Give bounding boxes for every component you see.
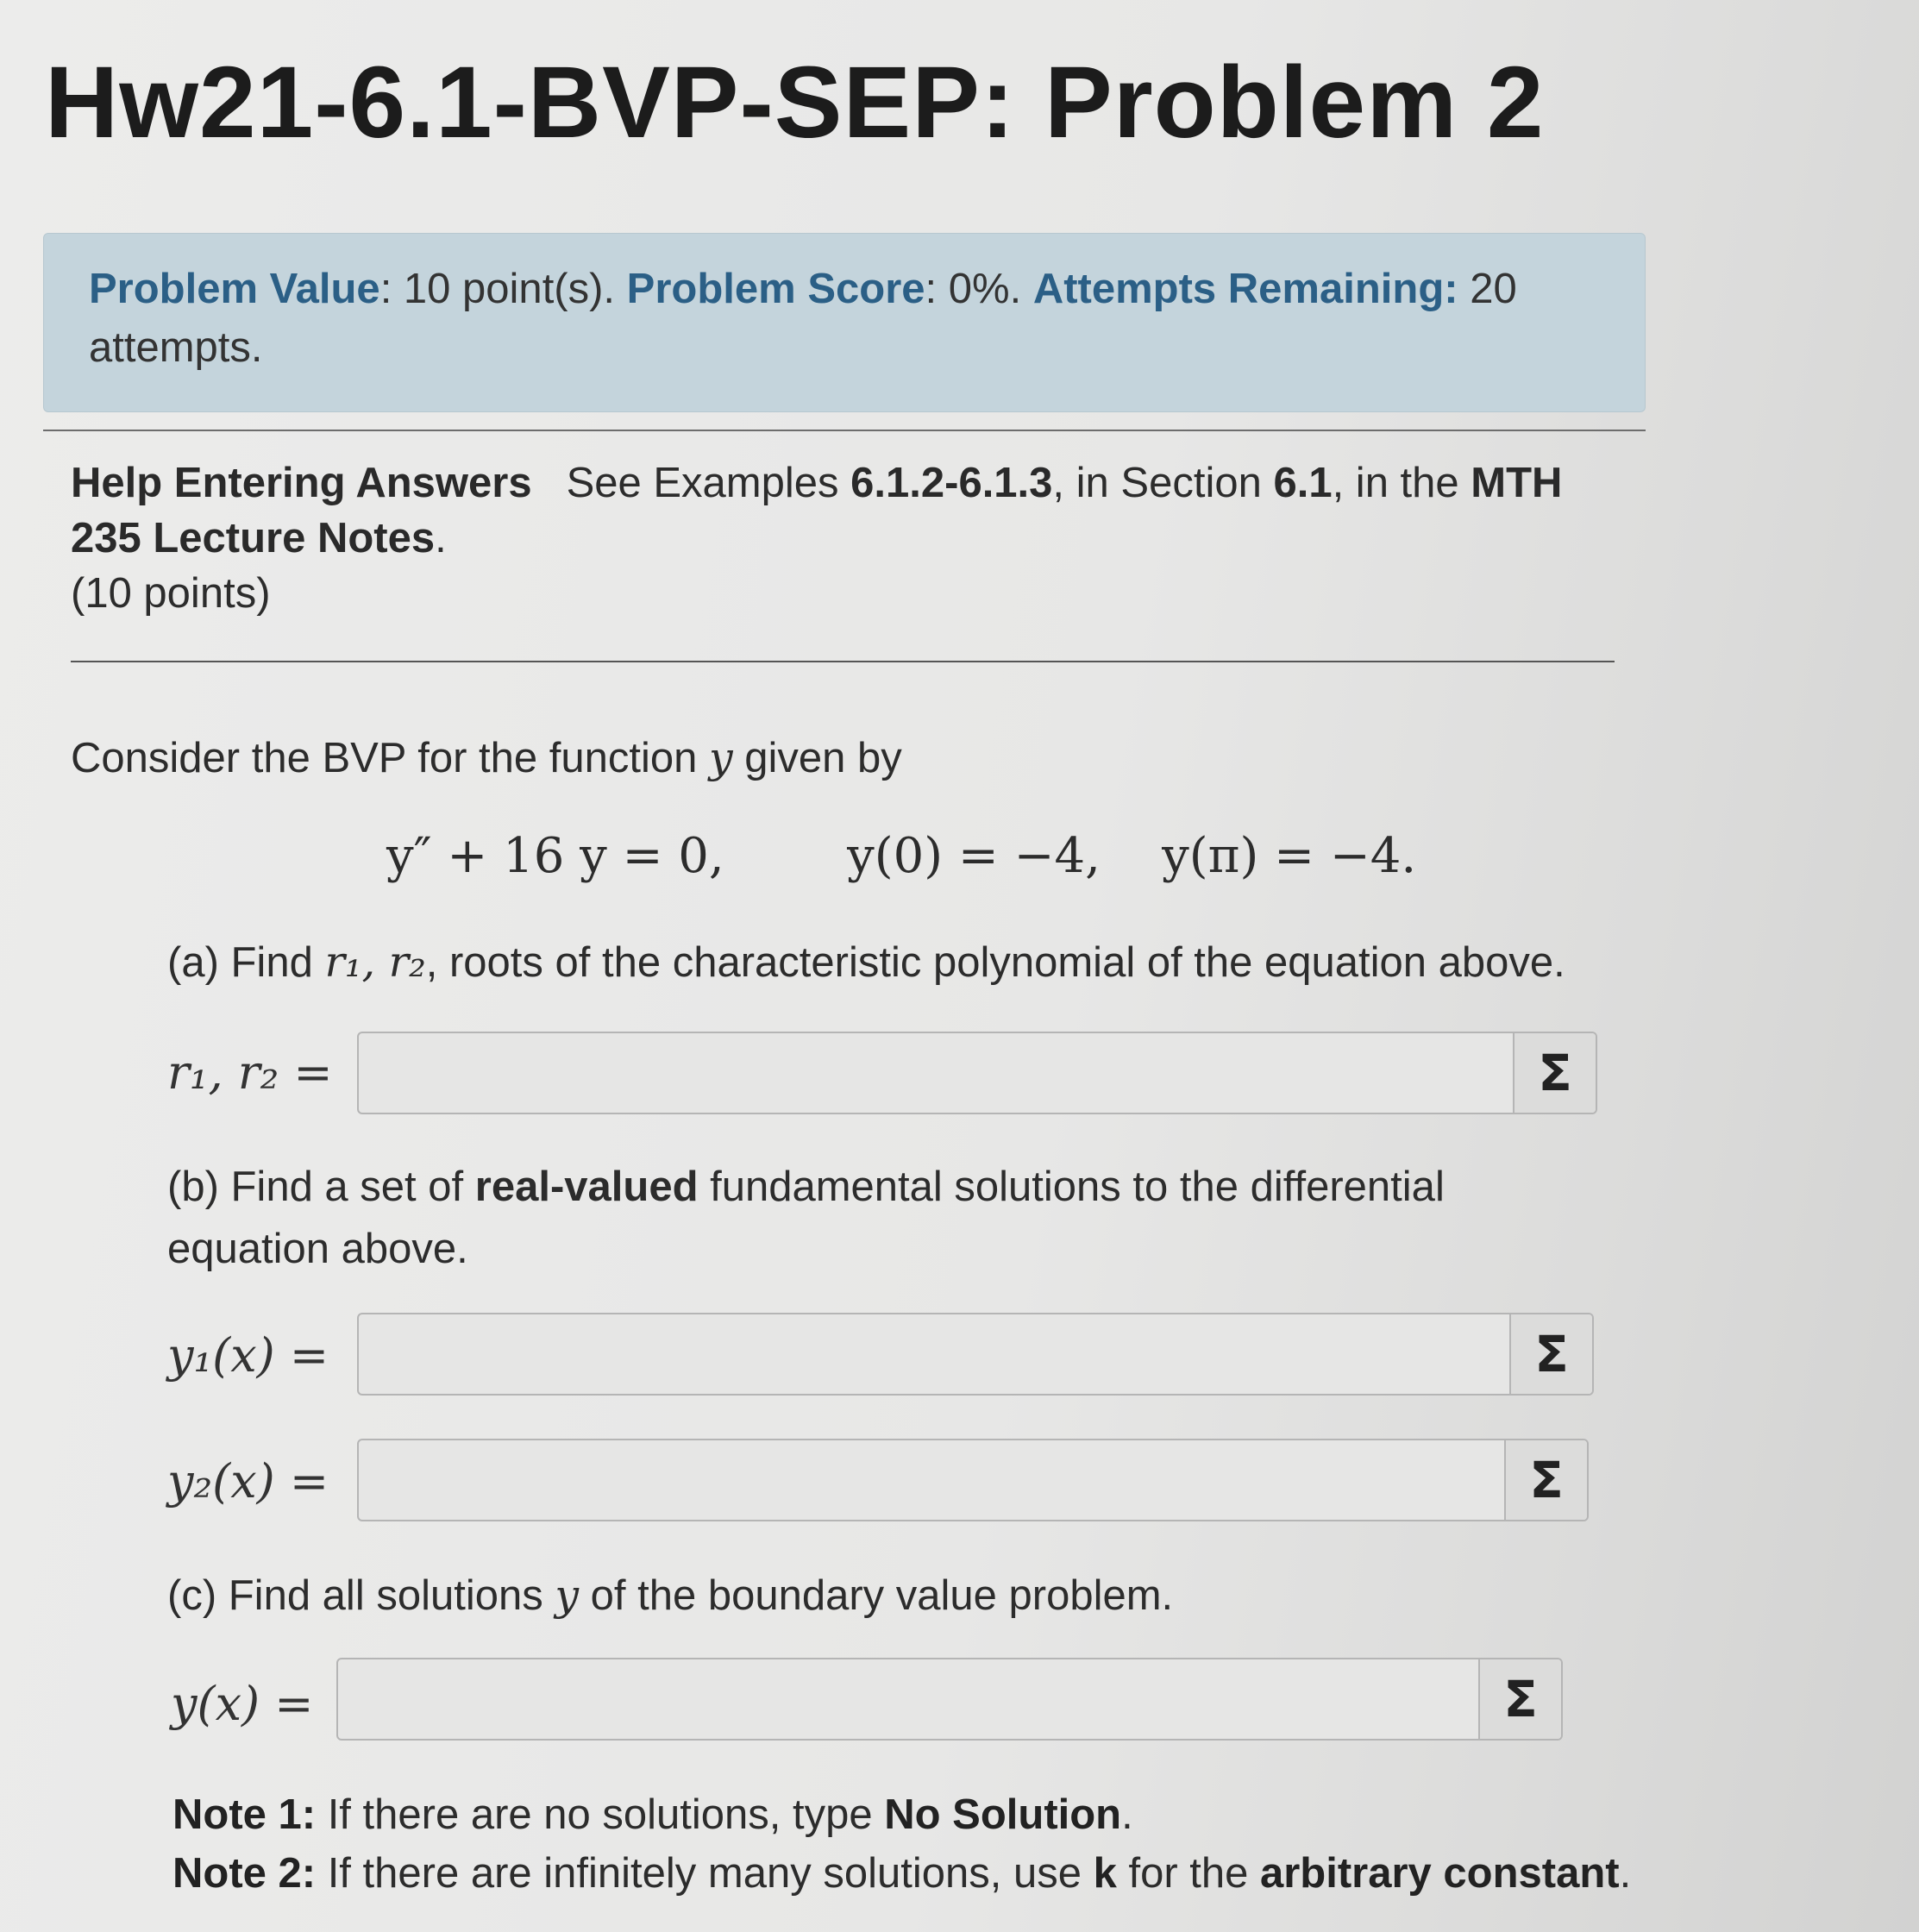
help-entering-answers-link[interactable]: Help Entering Answers [71,460,532,506]
y1-input[interactable] [359,1314,1509,1394]
page-title: Hw21-6.1-BVP-SEP: Problem 2 [45,46,1545,160]
problem-score-label: Problem Score [626,266,925,312]
y1-label: y₁(x) = [167,1328,329,1383]
problem-intro: Consider the BVP for the function y given by [71,733,902,782]
attempts-remaining: 20 attempts. [89,266,1517,371]
y-input[interactable] [338,1659,1478,1739]
sigma-icon[interactable]: Σ [1504,1440,1587,1520]
sigma-icon[interactable]: Σ [1509,1314,1592,1394]
y-answer [336,1658,1563,1741]
y1-answer [357,1313,1594,1396]
y2-label: y₂(x) = [167,1454,329,1509]
problem-value: : 10 point(s). [379,266,627,312]
problem-info-box [43,233,1646,412]
section-ref: 6.1 [1273,460,1333,506]
sigma-icon[interactable]: Σ [1478,1659,1561,1739]
problem-value-label: Problem Value [89,266,380,312]
r1-r2-input[interactable] [359,1033,1513,1113]
part-b-prompt: (b) Find a set of real-valued fundamental solutions to the differential equation above. [167,1164,1445,1272]
examples-ref: 6.1.2-6.1.3 [850,460,1053,506]
divider [43,430,1646,431]
y-label: y(x) = [171,1677,314,1731]
y2-input[interactable] [359,1440,1504,1520]
r1-r2-answer [357,1032,1597,1114]
attempts-remaining-label: Attempts Remaining: [1032,266,1458,312]
problem-score: : 0%. [925,266,1033,312]
lecture-notes-ref: MTH 235 Lecture Notes [71,460,1563,561]
divider [71,661,1615,662]
part-c-prompt: (c) Find all solutions y of the boundary value problem. [167,1571,1174,1620]
bvp-equation: y″ + 16 y = 0, y(0) = −4, y(π) = −4. [386,828,1417,884]
r1-r2-label: r₁, r₂ = [167,1045,333,1100]
y2-answer [357,1439,1589,1521]
sigma-icon[interactable]: Σ [1513,1033,1596,1113]
notes: Note 1: If there are no solutions, type No Solution. Note 2: If there are infinitely many solutions, use k for the arbitrary constant. [172,1791,1632,1897]
part-a-prompt: (a) Find r₁, r₂, roots of the characteristic polynomial of the equation above. [167,938,1565,987]
help-section: Help Entering Answers See Examples 6.1.2-6.1.3, in Section 6.1, in the MTH 235 Lecture Notes. (10 points) [71,460,1563,617]
points-text: (10 points) [71,570,271,617]
